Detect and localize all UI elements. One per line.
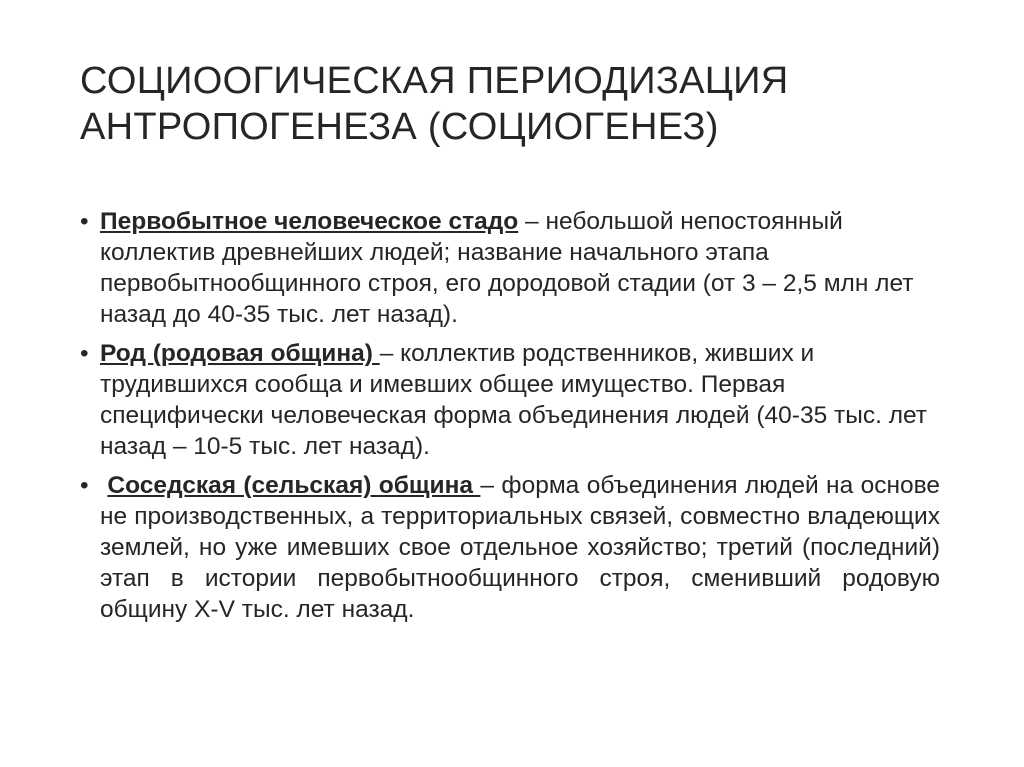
- bullet-term: Соседская (сельская) община: [107, 472, 481, 499]
- bullet-text: – форма объединения людей на основе не производственных, а территориальных связей, совместно владеющих землей, но уже имевших свое отдельное хозяйство; третий (последний) этап в истории первобытнообщинного строя, сменивший родовую общину X-V тыс. лет назад.: [100, 472, 940, 623]
- bullet-term: Род (родовая община): [100, 340, 380, 367]
- title-line-2: АНТРОПОГЕНЕЗА (СОЦИОГЕНЕЗ): [80, 106, 719, 148]
- slide-title: [80, 58, 940, 150]
- bullet-item-neighbor-community: [80, 470, 940, 625]
- bullet-item-primitive-herd: [80, 206, 940, 330]
- bullet-term: Первобытное человеческое стадо: [100, 208, 519, 235]
- bullet-item-clan: [80, 338, 940, 462]
- title-line-1: СОЦИООГИЧЕСКАЯ ПЕРИОДИЗАЦИЯ: [80, 60, 789, 102]
- bullet-text: – небольшой непостоянный коллектив древнейших людей; название начального этапа первобытнообщинного строя, его дородовой стадии (от 3 – 2,5 млн лет назад до 40-35 тыс. лет назад).: [100, 208, 914, 328]
- bullet-text: – коллектив родственников, живших и трудившихся сообща и имевших общее имущество. Первая специфически человеческая форма объединения людей (40-35 тыс. лет назад – 10-5 тыс. лет назад).: [100, 340, 928, 460]
- slide-content: [80, 206, 940, 633]
